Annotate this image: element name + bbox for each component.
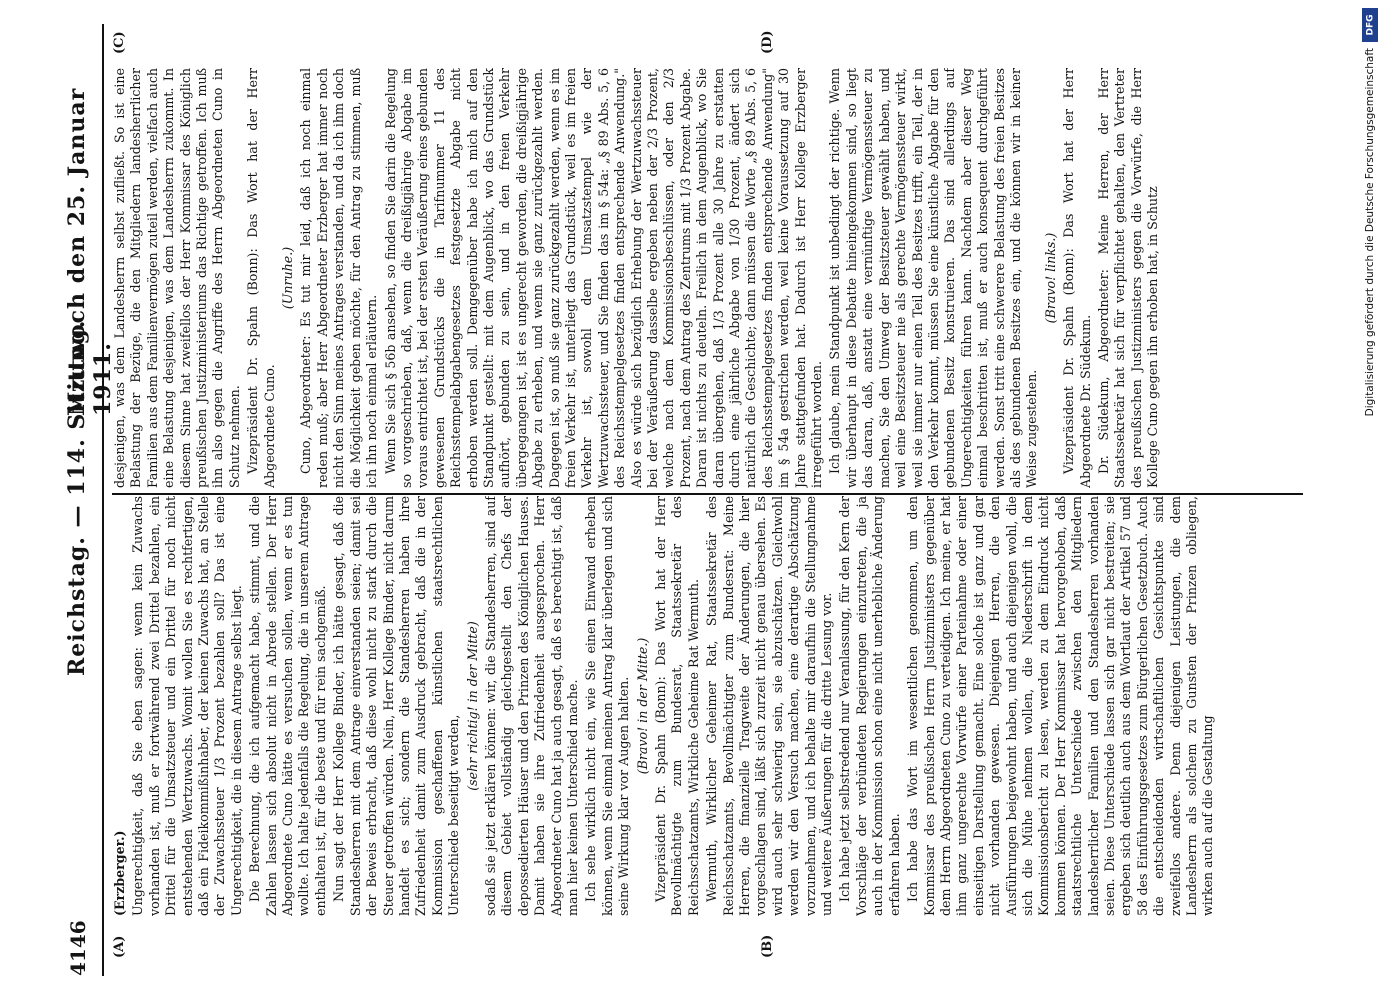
speaker-announcement: Vizepräsident Dr. Spahn (Bonn): Das Wort hat der Herr Abgeordnete Dr. Südekum. (1061, 68, 1093, 488)
paragraph: Ich habe das Wort im wesentlichen genommen, um den Kommissar des preußischen Herrn Justizministers gegenüber dem Herrn Abgeordneten Cuno zu verteidigen. Ich meine, er hat ihm ganz ungerechte Vorwürfe einer Parteinahme oder einer einseitigen Darstellung gemacht. Eine solche ist ganz und gar nicht vorhanden gewesen. Diejenigen Herren, die den Ausführungen beigewohnt haben, und auch diejenigen wohl, die sich die Mühe nehmen wollen, die Niederschrift in dem Kommissionsbericht zu lesen, werden zu dem Eindruck nicht kommen können. Der Herr Kommissar hat hervorgehoben, daß staatsrechtliche Unterschiede zwischen den Mitgliedern landesherrlicher Familien und den Standesherren vorhanden seien. Diese Unterschiede lassen sich gar nicht bestreiten; sie ergeben sich deutlich auch aus dem Wortlaut der Artikel 57 und 58 des Einführungsgesetzes zum Bürgerlichen Gesetzbuch. Auch die entscheidenden wirtschaftlichen Gesichtspunkte sind zweifellos andere. Denn diejenigen Leistungen, die dem Landesherrn als solchem zu Gunsten der Prinzen obliegen, wirken auch auf die Gestaltung (905, 496, 1216, 916)
stage-direction: (Unruhe.) (280, 246, 296, 310)
paragraph: Die Berechnung, die ich aufgemacht habe, stimmt, und die Zahlen lassen sich absolut nicht in Abrede stellen. Der Herr Abgeordnete Cuno hätte es versuchen sollen, wenn er es tun wollte. Ich halte jedenfalls die Regelung, die in unserem Antrage enthalten ist, für die beste und für rein sachgemäß. (247, 496, 328, 916)
stage-direction: (sehr richtig! in der Mitte) (464, 621, 480, 791)
left-column (112, 496, 1303, 916)
paragraph: desjenigen, was dem Landesherrn selbst zufließt. So ist eine Belastung der Bezüge, die den Mitgliedern landesherrlicher Familien aus dem Familienvermögen zuteil werden, vielfach auch eine Belastung desjenigen, was dem Landesherrn zukommt. In diesem Sinne hat zweifellos der Herr Kommissar des Königlich preußischen Justizministeriums das Richtige getroffen. Ich muß ihn also gegen die Angriffe des Herrn Abgeordneten Cuno in Schutz nehmen. (112, 68, 242, 488)
paragraph: Ich habe jetzt selbstredend nur Veranlassung, für den Kern der Vorschläge der verbündeten Regierungen einzutreten, die ja auch in der Kommission schon eine nicht unerhebliche Änderung erfahren haben. (837, 496, 902, 916)
speech-paragraph: Dr. Südekum, Abgeordneter: Meine Herren, der Herr Staatssekretär hat sich für verpflichtet gehalten, den Vertreter des preußischen Justizministers gegen die Vorwürfe, die Herr Kollege Cuno gegen ihn erhoben hat, in Schutz (1095, 68, 1161, 488)
paragraph: Nun sagt der Herr Kollege Binder, ich hätte gesagt, daß die Standesherren mit dem Antrage einverstanden seien; damit sei der Beweis erbracht, daß diese wohl nicht zu stark durch die Steuer getroffen würden. Nein, Herr Kollege Binder, nicht darum handelt es sich; sondern die Standesherren haben ihre Zufriedenheit damit zum Ausdruck gebracht, daß die in der Kommission geschaffenen künstlichen staatsrechtlichen Unterschiede beseitigt werden, (331, 496, 462, 916)
digitization-credit (1362, 8, 1378, 417)
right-column (112, 68, 1303, 488)
page-header (62, 24, 116, 976)
paragraph: sodaß sie jetzt erklären können: wir, die Standesherren, sind auf diesem Gebiet vollständig gleichgestellt den Chefs der depossedierten Häuser und den Prinzen des Königlichen Hauses. Damit haben sie ihre Zufriedenheit ausgesprochen. Herr Abgeordneter Cuno hat ja auch gesagt, daß es berechtigt ist, daß man hier keinen Unterschied mache. (482, 496, 580, 916)
speech-paragraph: Cuno, Abgeordneter: Es tut mir leid, daß ich noch einmal reden muß; aber Herr Abgeordneter Erzberger hat immer noch nicht den Sinn meines Antrages verstanden, und da ich ihm doch die Möglichkeit geben möchte, für den Antrag zu stimmen, muß ich ihn noch einmal erläutern. (298, 68, 380, 488)
stage-direction: (Bravo! links.) (1042, 232, 1058, 324)
stage-direction: (Bravo! in der Mitte.) (634, 637, 650, 775)
margin-marker-b: (B) (760, 934, 775, 958)
paragraph: Ungerechtigkeit, daß Sie eben sagen: wenn kein Zuwachs vorhanden ist, muß er fortwährend zwei Drittel bezahlen, ein Drittel für die Umsatzsteuer und ein Drittel für noch nicht entstehenden Wertzuwachs. Womit wollen Sie es rechtfertigen, daß ein Fideikommißinhaber, der keinen Zuwachs hat, an Stelle der Zuwachssteuer 1/3 Prozent bezahlen soll? Das ist eine Ungerechtigkeit, die in diesem Antrage selbst liegt. (130, 496, 244, 916)
speaker-announcement: Vizepräsident Dr. Spahn (Bonn): Das Wort hat der Herr Bevollmächtigte zum Bundesrat, Staatssekretär des Reichsschatzamts, Wirkliche Geheime Rat Wermuth. (653, 496, 701, 916)
column-divider (112, 493, 1303, 495)
margin-marker-d: (D) (760, 30, 775, 54)
credit-note: Digitalisierung gefördert durch die Deutsche Forschungsgemeinschaft (1364, 48, 1376, 417)
paragraph: Ich sehe wirklich nicht ein, wie Sie einen Einwand erheben können, wenn Sie einmal meinen Antrag klar überlegen und sich seine Wirkung klar vor Augen halten. (583, 496, 632, 916)
margin-marker-c: (C) (112, 31, 127, 54)
header-rule (102, 24, 104, 976)
running-head: (Erzberger.) (112, 830, 127, 916)
paragraph: Wenn Sie sich § 56b ansehen, so finden Sie darin die Regelung so vorgeschrieben, daß, wenn die dreißigjährige Abgabe im voraus entrichtet ist, bei der ersten Veräußerung eines gebunden gewesenen Grundstücks die in Tarifnummer 11 des Reichsstempelabgabengesetzes festgesetzte Abgabe nicht erhoben werden soll. Demgegenüber habe ich mich auf den Standpunkt gestellt: mit dem Augenblick, wo das Grundstück aufhört, gebunden zu sein, und in den freien Verkehr übergegangen ist, ist es ungerecht geworden, die dreißigjährige Abgabe zu erheben, und wenn sie ganz zurückgezahlt werden. Dagegen ist, so muß sie ganz zurückgezahlt werden, wenn es im freien Verkehr ist, unterliegt das Grundstück, weil es im freien Verkehr ist, sowohl dem Umsatzstempel wie der Wertzuwachssteuer, und Sie finden das im § 54a: „§ 89 Abs. 5, 6 des Reichsstempelgesetzes finden entsprechende Anwendung." Also es würde sich bezüglich Erhebung der Wertzuwachssteuer bei der Veräußerung dasselbe ergeben neben der 2/3 Prozent, welche nach dem Kommissionsbeschlüssen, oder den 2/3 Prozent, nach dem Antrag des Zentrums mit 1/3 Prozent Abgabe. Daran ist nichts zu deuteln. Freilich in dem Augenblick, wo Sie daran übergehen, daß 1/3 Prozent alle 30 Jahre zu erstatten durch eine jährliche Abgabe von 1/30 Prozent, ändert sich natürlich die Geschichte; dann müssen die Worte „§ 89 Abs. 5, 6 des Reichsstempelgesetzes finden entsprechende Anwendung" im § 54a gestrichen werden, weil keine Voraussetzung auf 30 Jahre stattgefunden hat. Dadurch ist Herr Kollege Erzberger irregeführt worden. (382, 68, 825, 488)
dfg-logo-icon: DFG (1362, 8, 1378, 42)
session-date: Mittwoch den 25. Januar 1911. (64, 87, 116, 416)
speaker-announcement: Vizepräsident Dr. Spahn (Bonn): Das Wort hat der Herr Abgeordnete Cuno. (245, 68, 277, 488)
paragraph: Ich glaube, mein Standpunkt ist unbedingt der richtige. Wenn wir überhaupt in diese Debatte hineingekommen sind, so liegt das daran, daß, anstatt eine vernünftige Vermögenssteuer zu machen, Sie den Umweg der Besitzsteuer gewählt haben, und weil eine Besitzsteuer nie als gerechte Vermögenssteuer wirkt, weil sie immer nur einen Teil des Besitzes trifft, ein Teil, der in den Verkehr kommt, müssen Sie eine künstliche Abgabe für den gebundenen Besitz konstruieren. Das sind allerdings auf Ungerechtigkeiten führen kann. Nachdem aber dieser Weg einmal beschritten ist, muß er auch konsequent durchgeführt werden. Sonst tritt eine schwerere Belastung des freien Besitzes als des gebundenen Besitzes ein, und die können wir in keiner Weise zugestehen. (827, 68, 1040, 488)
speech-paragraph: Wermuth, Wirklicher Geheimer Rat, Staatssekretär des Reichsschatzamts, Bevollmächtigter zum Bundesrat: Meine Herren, die finanzielle Tragweite der Änderungen, die hier vorgeschlagen sind, läßt sich zurzeit nicht genau übersehen. Es wird auch sehr schwierig sein, sie abzuschätzen. Gleichwohl werden wir den Versuch machen, eine derartige Abschätzung vorzunehmen, und ich behalte mir daraufhin die Stellungnahme und weitere Äußerungen für die dritte Lesung vor. (704, 496, 835, 916)
margin-marker-a: (A) (112, 935, 127, 958)
page-number: 4146 (66, 920, 90, 976)
session-title: Reichstag. — 114. Sitzung. (64, 319, 90, 676)
